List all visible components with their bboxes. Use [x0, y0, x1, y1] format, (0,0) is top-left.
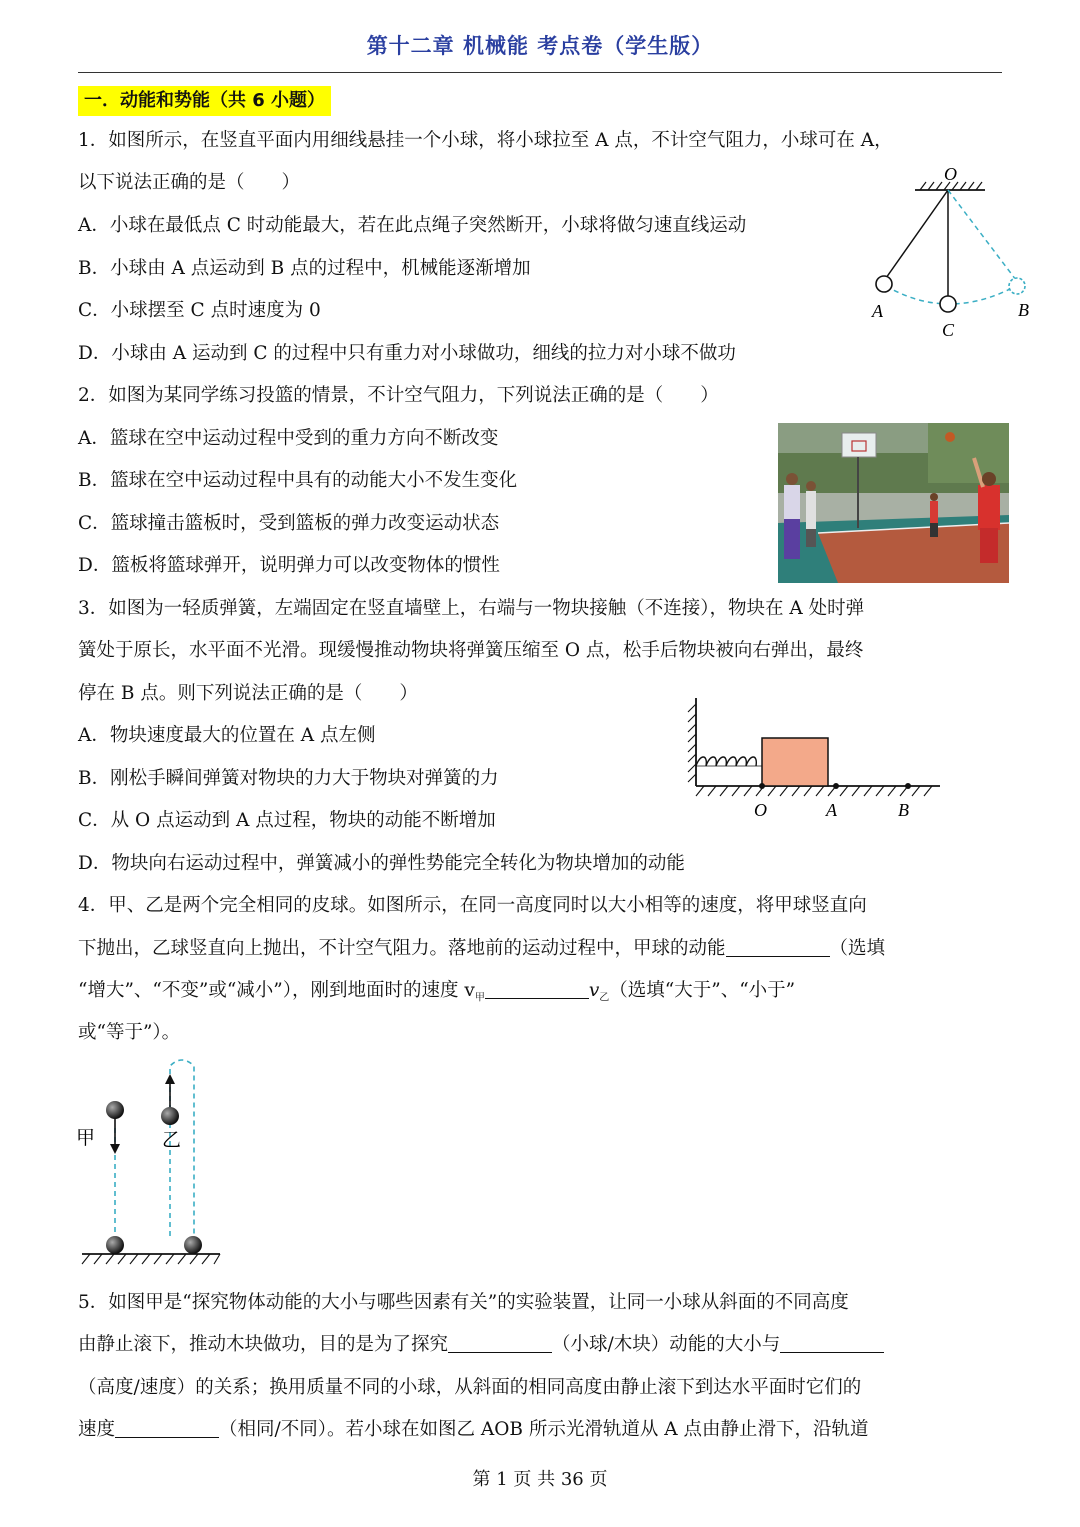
q3-option-c: C．从 O 点运动到 A 点过程，物块的动能不断增加 [78, 810, 496, 831]
q4-stem-line1: 4．甲、乙是两个完全相同的皮球。如图所示，在同一高度同时以大小相等的速度，将甲球竖直向 [78, 895, 867, 916]
fig1-label-a: A [872, 301, 883, 321]
q5-text-b: （小球/木块）动能的大小与 [552, 1334, 781, 1355]
fig3-label-b: B [898, 800, 909, 820]
q4-blank-kinetic-energy[interactable] [726, 938, 830, 957]
fig1-label-o: O [944, 164, 957, 184]
spring-block-figure [686, 690, 946, 830]
fig3-label-a: A [826, 800, 837, 820]
q4-text-a: 下抛出，乙球竖直向上抛出，不计空气阻力。落地前的运动过程中，甲球的动能 [78, 938, 726, 959]
fig3-block [762, 738, 828, 786]
q3-stem-line3: 停在 B 点。则下列说法正确的是（ ） [78, 683, 418, 704]
q1-stem-line1: 1．如图所示，在竖直平面内用细线悬挂一个小球，将小球拉至 A 点，不计空气阻力，小球可在 A， [78, 130, 893, 151]
fig1-ball-b [1009, 278, 1025, 294]
header-rule [78, 72, 1002, 73]
q4-text-c: “增大”、“不变”或“减小”），刚到地面时的速度 v [78, 980, 475, 1001]
section-title: 一．动能和势能（共 6 小题） [78, 86, 331, 116]
q3-option-b: B．刚松手瞬间弹簧对物块的力大于物块对弹簧的力 [78, 768, 499, 789]
q1-option-b: B．小球由 A 点运动到 B 点的过程中，机械能逐渐增加 [78, 258, 531, 279]
q4-blank-speed[interactable] [485, 980, 589, 999]
q5-text-a: 由静止滚下，推动木块做功，目的是为了探究 [78, 1334, 449, 1355]
q3-stem-line1: 3．如图为一轻质弹簧，左端固定在竖直墙壁上，右端与一物块接触（不连接），物块在 A 处时弹 [78, 598, 865, 619]
q5-stem-line3: （高度/速度）的关系；换用质量不同的小球，从斜面的相同高度由静止滚下到达水平面时它们的 [78, 1377, 862, 1398]
fig3-label-o: O [754, 800, 767, 820]
q2-option-c: C．篮球撞击篮板时，受到篮板的弹力改变运动状态 [78, 513, 500, 534]
q1-stem-line2: 以下说法正确的是（ ） [78, 172, 301, 193]
fig4-label-jia: 甲 [76, 1127, 96, 1149]
q4-stem-line2 [78, 936, 885, 962]
basketball-icon [945, 432, 955, 442]
page-header-title: 第十二章 机械能 考点卷（学生版） [366, 34, 714, 58]
fig4-label-yi: 乙 [162, 1129, 182, 1151]
q5-blank-object[interactable] [448, 1334, 552, 1353]
q5-stem-line4 [78, 1417, 869, 1443]
pendulum-figure [860, 160, 1040, 350]
q5-blank-factor[interactable] [780, 1334, 884, 1353]
q2-option-b: B．篮球在空中运动过程中具有的动能大小不发生变化 [78, 470, 518, 491]
q3-stem-line2: 簧处于原长，水平面不光滑。现缓慢推动物块将弹簧压缩至 O 点，松手后物块被向右弹出，最终 [78, 640, 864, 661]
spring-coil [696, 757, 756, 766]
q1-option-c: C．小球摆至 C 点时速度为 0 [78, 300, 321, 321]
fig4-ball-jia [106, 1101, 124, 1119]
q2-option-a: A．篮球在空中运动过程中受到的重力方向不断改变 [78, 428, 499, 449]
q1-option-a: A．小球在最低点 C 时动能最大，若在此点绳子突然断开，小球将做匀速直线运动 [78, 215, 747, 236]
q4-v-yi: v [588, 980, 600, 1001]
q5-text-d: （相同/不同）。若小球在如图乙 AOB 所示光滑轨道从 A 点由静止滑下，沿轨道 [219, 1419, 869, 1440]
q5-stem-line2 [78, 1332, 884, 1358]
arrow-up-icon [165, 1074, 175, 1084]
q2-stem: 2．如图为某同学练习投篮的情景，不计空气阻力，下列说法正确的是（ ） [78, 385, 719, 406]
q4-text-d: （选填“大于”、“小于” [609, 980, 796, 1001]
page-footer: 第 1 页 共 36 页 [472, 1469, 608, 1490]
q3-option-d: D．物块向右运动过程中，弹簧减小的弹性势能完全转化为物块增加的动能 [78, 853, 685, 874]
q2-option-d: D．篮板将篮球弹开，说明弹力可以改变物体的惯性 [78, 555, 500, 576]
q4-stem-line4: 或“等于”）。 [78, 1022, 181, 1043]
q1-option-d: D．小球由 A 运动到 C 的过程中只有重力对小球做功，细线的拉力对小球不做功 [78, 343, 736, 364]
basketball-photo [778, 423, 1009, 583]
two-balls-figure [70, 1058, 230, 1273]
q4-sub-yi: 乙 [599, 992, 610, 1004]
fig1-ball-a [876, 276, 892, 292]
arrow-down-icon [110, 1144, 120, 1154]
q5-blank-speed[interactable] [115, 1419, 219, 1438]
q4-text-b: （选填 [829, 938, 886, 959]
q4-sub-jia: 甲 [474, 992, 485, 1004]
fig1-label-c: C [942, 320, 955, 340]
q5-stem-line1: 5．如图甲是“探究物体动能的大小与哪些因素有关”的实验装置，让同一小球从斜面的不同高度 [78, 1292, 849, 1313]
q3-option-a: A．物块速度最大的位置在 A 点左侧 [78, 725, 376, 746]
q5-text-c: 速度 [78, 1419, 116, 1440]
q4-stem-line3 [78, 978, 795, 1012]
fig1-label-b: B [1018, 300, 1029, 320]
fig4-ball-yi [161, 1107, 179, 1125]
fig1-ball-c [940, 296, 956, 312]
